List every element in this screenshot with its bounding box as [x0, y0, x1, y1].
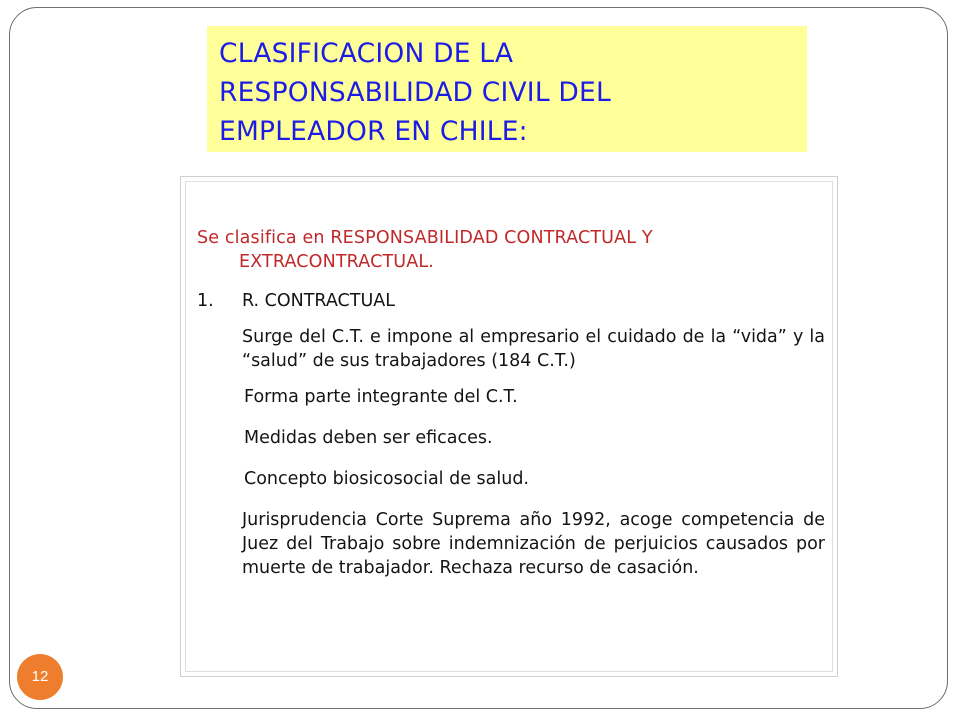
slide-title	[219, 34, 807, 151]
paragraph-origin: Surge del C.T. e impone al empresario el cuidado de la “vida” y la “salud” de sus trabajadores (184 C.T.)	[242, 327, 825, 371]
title-line-1: CLASIFICACION DE LA	[219, 38, 514, 69]
paragraph-health-concept: Concepto biosicosocial de salud.	[244, 469, 529, 489]
paragraph-jurisprudence: Jurisprudencia Corte Suprema año 1992, acoge competencia de Juez del Trabajo sobre indemnización de perjuicios causados por muerte de trabajador. Rechaza recurso de casación.	[242, 510, 825, 578]
paragraph-effective-measures: Medidas deben ser eficaces.	[244, 428, 493, 448]
item-number: 1.	[197, 291, 214, 311]
title-line-3: EMPLEADOR EN CHILE:	[219, 116, 528, 147]
title-box	[207, 26, 807, 152]
content-text	[197, 226, 825, 592]
page-number-badge: 12	[17, 654, 63, 700]
item-label: R. CONTRACTUAL	[242, 291, 395, 311]
paragraph-integral-part: Forma parte integrante del C.T.	[244, 387, 518, 407]
title-line-2: RESPONSABILIDAD CIVIL DEL	[219, 77, 611, 108]
numbered-item	[197, 289, 825, 313]
intro-text: Se clasifica en RESPONSABILIDAD CONTRACTUAL Y EXTRACONTRACTUAL.	[197, 228, 653, 272]
